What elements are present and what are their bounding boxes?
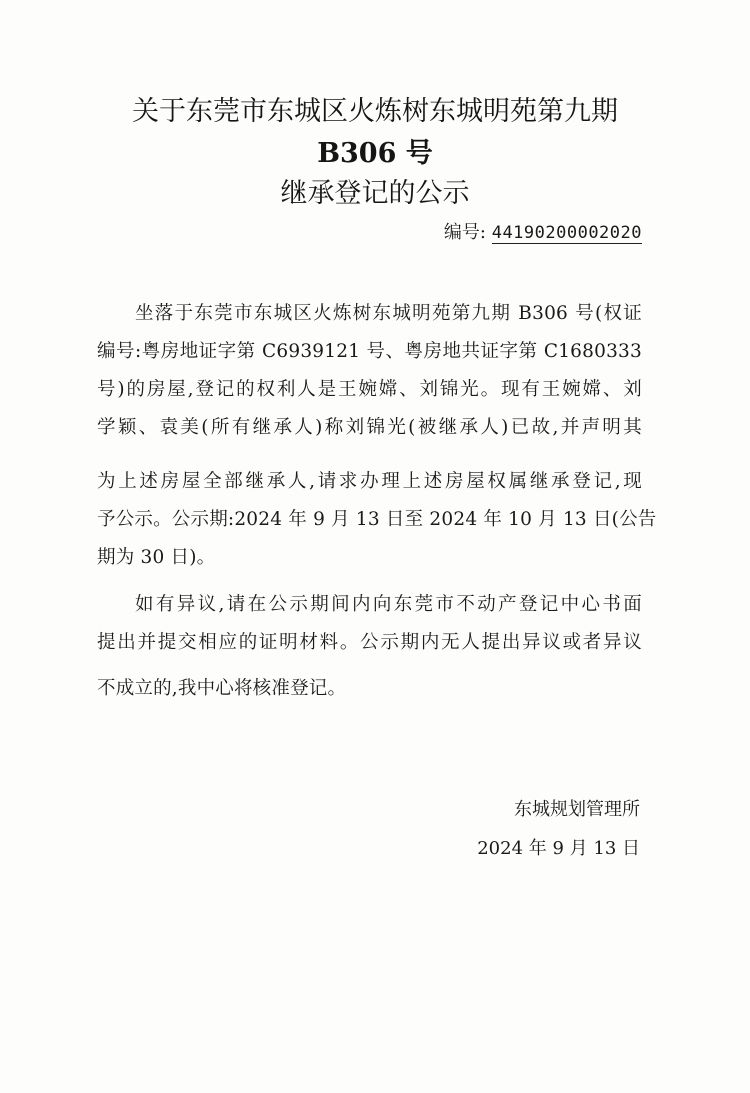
signature-organization: 东城规划管理所 <box>514 799 640 820</box>
paragraph-2-line: 如有异议,请在公示期间内向东莞市不动产登记中心书面 <box>135 594 642 615</box>
document-number <box>444 220 642 246</box>
paragraph-2-line: 不成立的,我中心将核准登记。 <box>97 678 347 699</box>
paragraph-1-line: 予公示。公示期:2024 年 9 月 13 日至 2024 年 10 月 13 日(公告 <box>97 509 657 530</box>
signature-date: 2024 年 9 月 13 日 <box>477 838 640 859</box>
paragraph-1-line: 学颖、袁美(所有继承人)称刘锦光(被继承人)已故,并声明其 <box>97 417 642 438</box>
document-number-label: 编号: <box>443 222 486 243</box>
paragraph-2-line: 提出并提交相应的证明材料。公示期内无人提出异议或者异议 <box>97 632 642 653</box>
document-number-value: 44190200002020 <box>491 223 642 243</box>
paragraph-1-line: 号)的房屋,登记的权利人是王婉嫦、刘锦光。现有王婉嫦、刘 <box>97 379 642 400</box>
title-line-3: 继承登记的公示 <box>280 178 470 209</box>
paragraph-1-line: 期为 30 日)。 <box>97 547 216 568</box>
paragraph-1-line: 坐落于东莞市东城区火炼树东城明苑第九期 B306 号(权证 <box>135 303 642 324</box>
title-line-1: 关于东莞市东城区火炼树东城明苑第九期 <box>132 96 618 127</box>
paragraph-1-line: 编号:粤房地证字第 C6939121 号、粤房地共证字第 C1680333 <box>97 341 642 362</box>
paragraph-1-line: 为上述房屋全部继承人,请求办理上述房屋权属继承登记,现 <box>97 471 642 492</box>
title-line-2: B306 号 <box>317 138 433 169</box>
